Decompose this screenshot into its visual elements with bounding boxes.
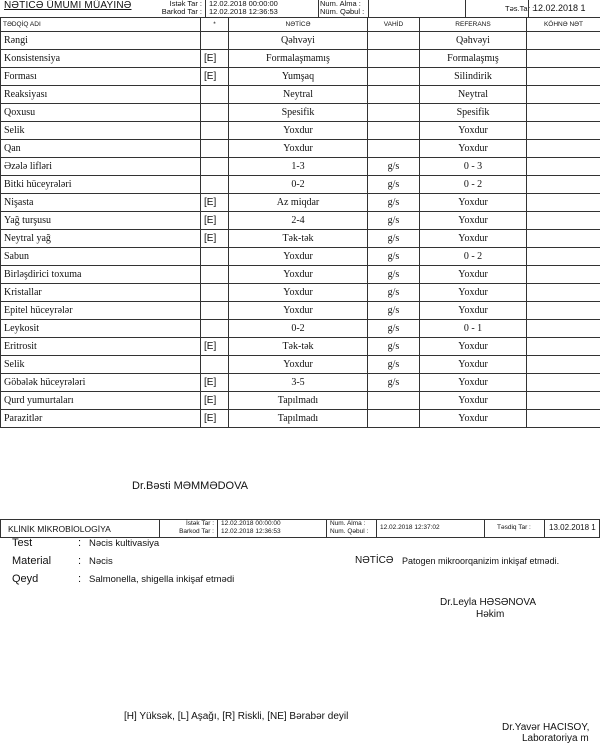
unit-cell: g/s (368, 248, 420, 266)
old-result-cell (527, 32, 600, 50)
table-row (1, 266, 600, 284)
micro-num-alma-label: Num. Alma : (330, 520, 375, 527)
result-cell: Yoxdur (229, 266, 368, 284)
micro-tesdiq-value: 13.02.2018 1 (549, 523, 596, 532)
unit-cell: g/s (368, 302, 420, 320)
flag-cell: [E] (201, 68, 229, 86)
result-cell: Yoxdur (229, 356, 368, 374)
old-result-cell (527, 302, 600, 320)
test-name-cell: Epitel hüceyrələr (1, 302, 201, 320)
flag-cell (201, 86, 229, 104)
old-result-cell (527, 320, 600, 338)
flag-cell (201, 320, 229, 338)
flag-cell (201, 104, 229, 122)
micro-num-value: 12.02.2018 12:37:02 (380, 524, 440, 531)
table-row (1, 68, 600, 86)
micro-divider (376, 519, 377, 538)
reference-cell: Yoxdur (420, 374, 527, 392)
result-cell: Tək-tək (229, 338, 368, 356)
test-name-cell: Göbələk hüceyrələri (1, 374, 201, 392)
num-box (368, 0, 466, 18)
table-row (1, 122, 600, 140)
material-label: Material (12, 555, 51, 567)
old-result-cell (527, 356, 600, 374)
istek-tar-label: İstək Tar : (148, 0, 202, 8)
col-header-reference: REFERANS (420, 18, 527, 32)
old-result-cell (527, 50, 600, 68)
unit-cell: g/s (368, 320, 420, 338)
unit-cell: g/s (368, 284, 420, 302)
signer-2-name: Dr.Leyla HƏSƏNOVA (440, 597, 536, 608)
reference-cell: Yoxdur (420, 410, 527, 428)
test-name-cell: Sabun (1, 248, 201, 266)
test-name-cell: Birləşdirici toxuma (1, 266, 201, 284)
material-colon: : (78, 555, 81, 567)
unit-cell (368, 122, 420, 140)
unit-cell: g/s (368, 194, 420, 212)
table-row (1, 176, 600, 194)
netice-label: NƏTİCƏ (355, 555, 393, 566)
result-cell: 3-5 (229, 374, 368, 392)
flag-legend: [H] Yüksək, [L] Aşağı, [R] Riskli, [NE] Bərabər deyil (124, 711, 348, 722)
old-result-cell (527, 374, 600, 392)
test-name-cell: Qan (1, 140, 201, 158)
flag-cell (201, 176, 229, 194)
micro-barkod-label: Barkod Tar : (160, 528, 214, 535)
flag-cell: [E] (201, 392, 229, 410)
test-name-cell: Konsistensiya (1, 50, 201, 68)
reference-cell: 0 - 3 (420, 158, 527, 176)
unit-cell (368, 50, 420, 68)
unit-cell: g/s (368, 374, 420, 392)
signer-3-name: Dr.Yavər HACISOY, (502, 722, 589, 733)
result-cell: Yoxdur (229, 140, 368, 158)
result-cell: Tapılmadı (229, 410, 368, 428)
unit-cell: g/s (368, 338, 420, 356)
reference-cell: Yoxdur (420, 194, 527, 212)
barkod-tar-value: 12.02.2018 12:36:53 (206, 8, 318, 16)
old-result-cell (527, 284, 600, 302)
unit-cell (368, 104, 420, 122)
test-name-cell: Selik (1, 356, 201, 374)
test-name-cell: Qurd yumurtaları (1, 392, 201, 410)
unit-cell: g/s (368, 176, 420, 194)
test-name-cell: Eritrosit (1, 338, 201, 356)
reference-cell: Yoxdur (420, 356, 527, 374)
flag-cell: [E] (201, 50, 229, 68)
barkod-tar-label: Barkod Tar : (148, 8, 202, 16)
reference-cell: Yoxdur (420, 230, 527, 248)
micro-divider (217, 519, 218, 538)
qeyd-label: Qeyd (12, 573, 38, 585)
test-name-cell: Qoxusu (1, 104, 201, 122)
table-row (1, 284, 600, 302)
old-result-cell (527, 176, 600, 194)
test-name-cell: Əzələ lifləri (1, 158, 201, 176)
result-cell: Spesifik (229, 104, 368, 122)
old-result-cell (527, 104, 600, 122)
flag-cell (201, 248, 229, 266)
unit-cell (368, 32, 420, 50)
unit-cell: g/s (368, 212, 420, 230)
old-result-cell (527, 392, 600, 410)
old-result-cell (527, 410, 600, 428)
flag-cell (201, 356, 229, 374)
table-header-row (1, 18, 600, 32)
flag-cell (201, 158, 229, 176)
table-row (1, 338, 600, 356)
reference-cell: Yoxdur (420, 140, 527, 158)
num-alma-label: Num. Alma : (320, 0, 368, 8)
table-row (1, 392, 600, 410)
test-name-cell: Neytral yağ (1, 230, 201, 248)
micro-divider (544, 519, 545, 538)
old-result-cell (527, 122, 600, 140)
signer-1-name: Dr.Bəsti MƏMMƏDOVA (132, 480, 248, 492)
table-row (1, 410, 600, 428)
unit-cell (368, 68, 420, 86)
istek-barkod-box (205, 0, 319, 18)
reference-cell: Yoxdur (420, 338, 527, 356)
signer-3-role: Laboratoriya m (522, 733, 589, 744)
flag-cell (201, 32, 229, 50)
num-qebul-label: Nüm. Qəbul : (320, 8, 368, 16)
tes-tar-label: Təs.Tar : (505, 4, 534, 13)
reference-cell: Yoxdur (420, 302, 527, 320)
qeyd-value: Salmonella, shigella inkişaf etmədi (89, 574, 234, 585)
table-row (1, 248, 600, 266)
old-result-cell (527, 194, 600, 212)
istek-tar-value: 12.02.2018 00:00:00 (206, 0, 318, 8)
table-row (1, 194, 600, 212)
old-result-cell (527, 212, 600, 230)
netice-value: Patogen mikroorqanizim inkişaf etmədi. (402, 556, 559, 566)
col-header-test-name: TƏDQİQ ADI (1, 18, 201, 32)
table-row (1, 140, 600, 158)
col-header-flag: * (201, 18, 229, 32)
test-name-cell: Forması (1, 68, 201, 86)
micro-divider (484, 519, 485, 538)
unit-cell: g/s (368, 158, 420, 176)
test-name-cell: Yağ turşusu (1, 212, 201, 230)
col-header-old-result: KÖHNƏ NƏT (527, 18, 600, 32)
table-row (1, 86, 600, 104)
table-row (1, 158, 600, 176)
material-value: Nəcis (89, 556, 113, 567)
unit-cell (368, 86, 420, 104)
flag-cell: [E] (201, 212, 229, 230)
flag-cell (201, 122, 229, 140)
test-name-cell: Leykosit (1, 320, 201, 338)
micro-num-qebul-label: Num. Qəbul : (330, 528, 375, 535)
table-row (1, 104, 600, 122)
reference-cell: Neytral (420, 86, 527, 104)
result-cell: Yoxdur (229, 248, 368, 266)
table-row (1, 356, 600, 374)
table-row (1, 230, 600, 248)
reference-cell: Yoxdur (420, 266, 527, 284)
reference-cell: Yoxdur (420, 212, 527, 230)
table-row (1, 50, 600, 68)
old-result-cell (527, 338, 600, 356)
old-result-cell (527, 266, 600, 284)
test-name-cell: Kristallar (1, 284, 201, 302)
result-cell: 1-3 (229, 158, 368, 176)
reference-cell: Yoxdur (420, 392, 527, 410)
result-cell: Qəhvəyi (229, 32, 368, 50)
col-header-unit: VAHİD (368, 18, 420, 32)
old-result-cell (527, 140, 600, 158)
table-row (1, 32, 600, 50)
reference-cell: Formalaşmış (420, 50, 527, 68)
test-label: Test (12, 537, 32, 549)
micro-barkod-value: 12.02.2018 12:36:53 (221, 528, 281, 535)
table-row (1, 374, 600, 392)
signer-2-role: Həkim (476, 609, 504, 620)
result-cell: 2-4 (229, 212, 368, 230)
old-result-cell (527, 68, 600, 86)
test-name-cell: Parazitlər (1, 410, 201, 428)
unit-cell: g/s (368, 230, 420, 248)
flag-cell: [E] (201, 230, 229, 248)
reference-cell: Yoxdur (420, 122, 527, 140)
result-cell: Yoxdur (229, 284, 368, 302)
flag-cell: [E] (201, 410, 229, 428)
unit-cell: g/s (368, 356, 420, 374)
col-header-result: NƏTİCƏ (229, 18, 368, 32)
flag-cell (201, 140, 229, 158)
result-cell: Yumşaq (229, 68, 368, 86)
flag-cell: [E] (201, 374, 229, 392)
tes-tar-value: 12.02.2018 1 (528, 0, 600, 18)
result-cell: 0-2 (229, 320, 368, 338)
test-colon: : (78, 537, 81, 549)
flag-cell (201, 284, 229, 302)
result-cell: Az miqdar (229, 194, 368, 212)
qeyd-colon: : (78, 573, 81, 585)
reference-cell: Qəhvəyi (420, 32, 527, 50)
old-result-cell (527, 86, 600, 104)
test-name-cell: Reaksiyası (1, 86, 201, 104)
reference-cell: 0 - 2 (420, 248, 527, 266)
micro-tesdiq-label: Təsdiq Tar : (497, 524, 531, 531)
micro-divider (326, 519, 327, 538)
micro-title: KLİNİK MİKROBİOLOGİYA (8, 524, 111, 534)
result-cell: Yoxdur (229, 122, 368, 140)
micro-istek-label: İstək Tar : (160, 520, 214, 527)
flag-cell: [E] (201, 338, 229, 356)
flag-cell (201, 302, 229, 320)
reference-cell: Spesifik (420, 104, 527, 122)
reference-cell: Silindirik (420, 68, 527, 86)
unit-cell (368, 392, 420, 410)
test-name-cell: Rəngi (1, 32, 201, 50)
result-cell: Yoxdur (229, 302, 368, 320)
test-name-cell: Nişasta (1, 194, 201, 212)
test-name-cell: Bitki hüceyrələri (1, 176, 201, 194)
reference-cell: 0 - 2 (420, 176, 527, 194)
table-row (1, 320, 600, 338)
old-result-cell (527, 248, 600, 266)
unit-cell (368, 140, 420, 158)
old-result-cell (527, 230, 600, 248)
test-name-cell: Selik (1, 122, 201, 140)
unit-cell: g/s (368, 266, 420, 284)
test-value: Nəcis kultivasiya (89, 538, 159, 549)
result-cell: Tək-tək (229, 230, 368, 248)
old-result-cell (527, 158, 600, 176)
flag-cell (201, 266, 229, 284)
result-cell: Neytral (229, 86, 368, 104)
micro-istek-value: 12.02.2018 00:00:00 (221, 520, 281, 527)
reference-cell: Yoxdur (420, 284, 527, 302)
flag-cell: [E] (201, 194, 229, 212)
report-title: NƏTİCƏ ÜMUMİ MÜAYİNƏ (4, 0, 132, 11)
results-table (0, 17, 600, 428)
unit-cell (368, 410, 420, 428)
reference-cell: 0 - 1 (420, 320, 527, 338)
result-cell: Tapılmadı (229, 392, 368, 410)
results-body (1, 32, 600, 428)
table-row (1, 302, 600, 320)
table-row (1, 212, 600, 230)
result-cell: Formalaşmamış (229, 50, 368, 68)
result-cell: 0-2 (229, 176, 368, 194)
